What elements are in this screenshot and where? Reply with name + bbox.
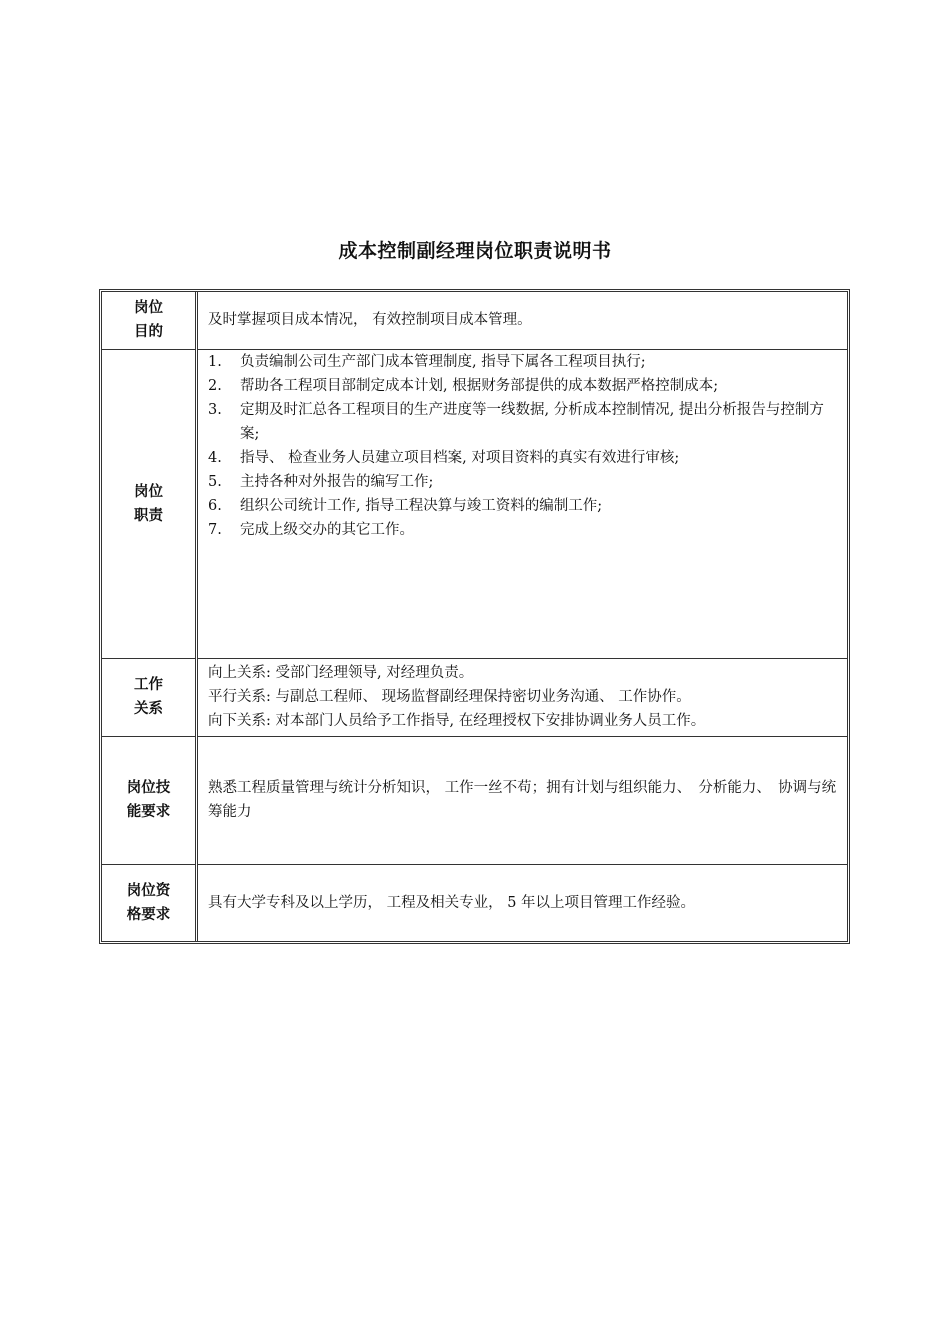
duty-item-7: [208, 518, 839, 542]
duties-content: [197, 349, 848, 658]
duty-text: 完成上级交办的其它工作。: [240, 521, 414, 538]
row-relations: [102, 658, 847, 736]
qualifications-label-line-1: 岗位资: [126, 882, 171, 899]
purpose-label: [102, 292, 197, 349]
duty-item-5: [208, 470, 839, 494]
qualifications-content: 具有大学专科及以上学历， 工程及相关专业， 5 年以上项目管理工作经验。: [197, 864, 848, 941]
row-duties: [102, 349, 847, 658]
duty-number: 4.: [208, 449, 222, 466]
relation-upward: 向上关系: 受部门经理领导, 对经理负责。: [208, 665, 474, 681]
relations-label-line-2: 关系: [134, 701, 163, 717]
skills-content: 熟悉工程质量管理与统计分析知识， 工作一丝不苟；拥有计划与组织能力、 分析能力、 协调与统筹能力: [197, 736, 848, 864]
relation-downward: 向下关系: 对本部门人员给予工作指导, 在经理授权下安排协调业务人员工作。: [208, 713, 706, 729]
skills-label-line-1: 岗位技: [126, 780, 171, 796]
duties-label-line-2: 职责: [134, 507, 163, 524]
relations-content: [197, 658, 848, 736]
document-title: 成本控制副经理岗位职责说明书: [338, 240, 612, 262]
qualifications-label: [102, 864, 197, 941]
row-purpose: [102, 292, 847, 349]
duty-text: 指导、 检查业务人员建立项目档案, 对项目资料的真实有效进行审核;: [240, 449, 680, 466]
duty-text: 主持各种对外报告的编写工作;: [240, 473, 434, 490]
row-qualifications: [102, 864, 847, 941]
duty-text: 帮助各工程项目部制定成本计划, 根据财务部提供的成本数据严格控制成本;: [240, 377, 719, 394]
duties-label-line-1: 岗位: [134, 483, 163, 500]
skills-label-line-2: 能要求: [126, 804, 171, 820]
duty-text: 组织公司统计工作, 指导工程决算与竣工资料的编制工作;: [240, 497, 603, 514]
duties-label: [102, 349, 197, 658]
purpose-label-line-1: 岗位: [134, 300, 163, 317]
qualifications-label-line-2: 格要求: [126, 906, 171, 923]
duty-item-2: [208, 374, 839, 398]
skills-label: [102, 736, 197, 864]
purpose-label-line-2: 目的: [134, 324, 163, 341]
duty-number: 7.: [208, 521, 222, 538]
purpose-content: 及时掌握项目成本情况， 有效控制项目成本管理。: [197, 292, 848, 349]
job-description-table: [102, 292, 847, 941]
duty-number: 2.: [208, 377, 222, 394]
duty-item-6: [208, 494, 839, 518]
duty-item-3: [208, 398, 839, 446]
duty-number: 1.: [208, 353, 222, 370]
duty-item-1: [208, 350, 839, 374]
relations-label-line-1: 工作: [134, 677, 163, 693]
duty-item-4: [208, 446, 839, 470]
relation-parallel: 平行关系: 与副总工程师、 现场监督副经理保持密切业务沟通、 工作协作。: [208, 689, 691, 705]
duty-number: 3.: [208, 401, 222, 418]
duty-number: 5.: [208, 473, 222, 490]
row-skills: [102, 736, 847, 864]
duty-text: 定期及时汇总各工程项目的生产进度等一线数据, 分析成本控制情况, 提出分析报告与控制方案;: [240, 401, 824, 442]
duty-text: 负责编制公司生产部门成本管理制度, 指导下属各工程项目执行;: [240, 353, 646, 370]
relations-label: [102, 658, 197, 736]
duty-number: 6.: [208, 497, 222, 514]
job-description-table-frame: [99, 289, 850, 944]
